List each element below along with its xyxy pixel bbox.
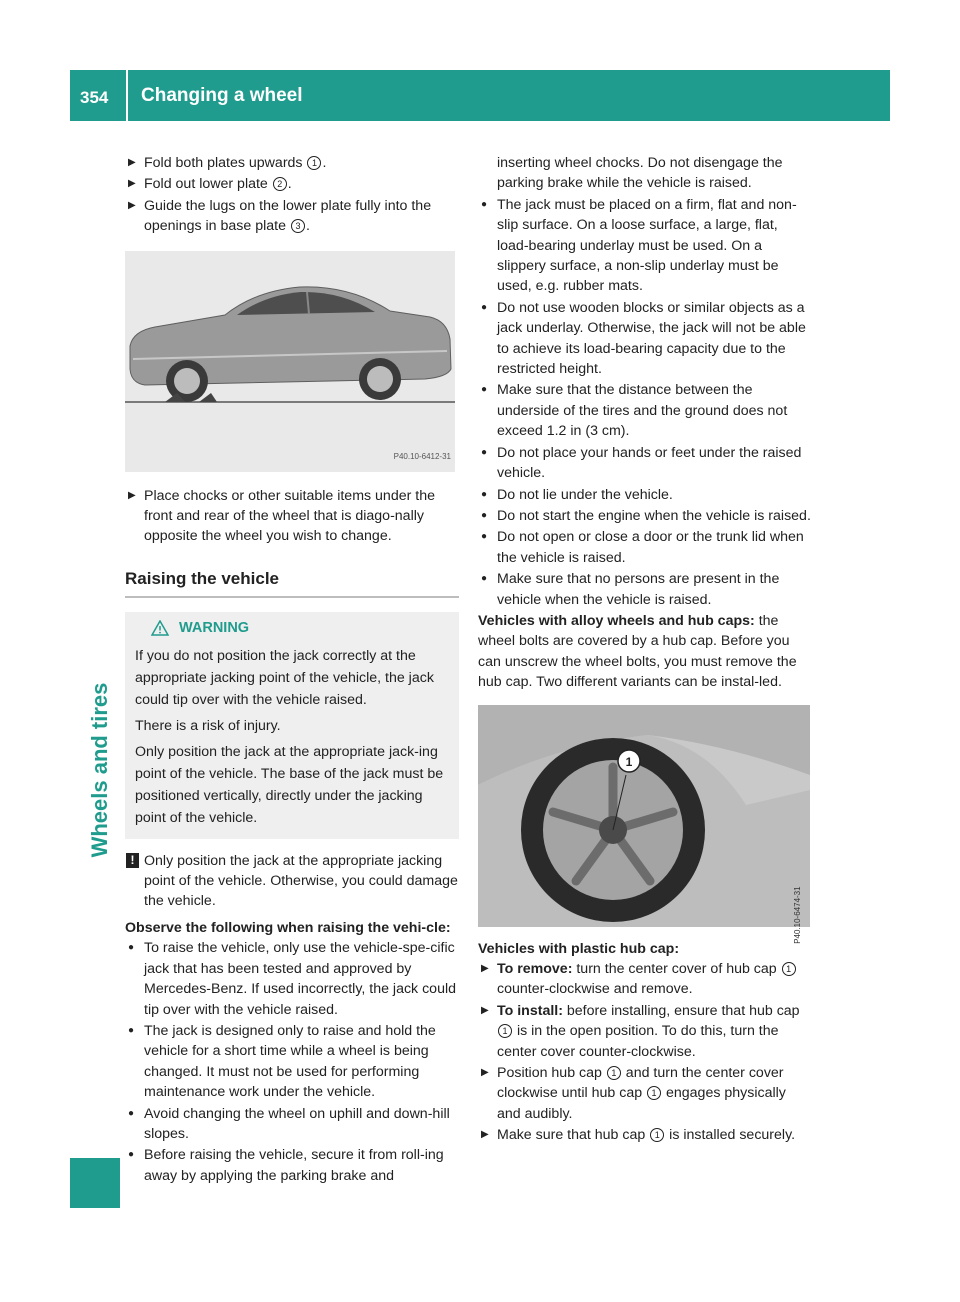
wheel-illustration [478,705,810,927]
continuation-text: inserting wheel chocks. Do not disengage the parking brake while the vehicle is raised. [497,155,783,192]
callout-ref: 1 [307,156,321,170]
warning-title: WARNING [135,618,449,638]
figure-label: P40.10-6412-31 [393,452,451,462]
left-column [125,153,459,1187]
callout-ref: 1 [647,1086,661,1100]
plastic-hub-cap-heading: Vehicles with plastic hub cap: [478,940,680,957]
page-number: 354 [80,88,109,107]
list-item: ● Do not lie under the vehicle. [478,485,812,505]
callout-ref: 2 [273,177,287,191]
observe-heading: Observe the following when raising the vehi-cle: [125,919,451,936]
side-tab-label: Wheels and tires [86,682,112,858]
list-item: ● Before raising the vehicle, secure it from roll-ing away by applying the parking brake and [125,1145,459,1186]
notice-paragraph: ! Only position the jack at the appropriate jacking point of the vehicle. Otherwise, you could damage the vehicle. [125,851,459,912]
alloy-paragraph: Vehicles with alloy wheels and hub caps: the wheel bolts are covered by a hub cap. Before you can unscrew the wheel bolts, you must remove the hub cap. Two different variants can be instal-led. [478,612,797,691]
exclamation-icon: ! [126,853,139,868]
warning-instruction: Only position the jack at the appropriate jack-ing point of the vehicle. The base of the jack must be positioned vertically, directly under the jacking point of the vehicle. [135,743,444,826]
list-item: ● Make sure that the distance between the underside of the tires and the ground does not exceed 1.2 in (3 cm). [478,380,812,441]
callout-ref: 1 [498,1024,512,1038]
callout-ref: 1 [650,1128,664,1142]
header-divider [126,70,128,121]
list-item: ● Do not open or close a door or the trunk lid when the vehicle is raised. [478,527,812,568]
car-chocks-figure [125,251,455,472]
step-fold-lower-plate: ▶ Fold out lower plate 2 . [125,174,459,194]
list-item: ● The jack must be placed on a firm, flat and non-slip surface. On a loose surface, a large, flat, load-bearing underlay must be used. On a slippery surface, a non-slip underlay must be used, e.g. rubber mats. [478,195,812,297]
list-item: ● Avoid changing the wheel on uphill and down-hill slopes. [125,1104,459,1145]
list-item: ● Make sure that no persons are present in the vehicle when the vehicle is raised. [478,569,812,610]
list-item: ● The jack is designed only to raise and hold the vehicle for a short time while a wheel is being changed. It must not be used for performing maintenance work under the vehicle. [125,1021,459,1103]
step-install: ▶ To install: before installing, ensure that hub cap 1 is in the open position. To do this, turn the center cover counter-clockwise. [478,1001,812,1062]
warning-risk: There is a risk of injury. [135,717,281,734]
figure-label: P40.10-6474-31 [792,886,802,944]
side-tab-block [70,1158,120,1208]
callout-marker: 1 [625,754,633,769]
step-verify-installed: ▶ Make sure that hub cap 1 is installed securely. [478,1125,812,1145]
list-item: ● Do not place your hands or feet under the raised vehicle. [478,443,812,484]
hub-cap-figure [478,705,810,944]
step-place-chocks: ▶ Place chocks or other suitable items under the front and rear of the wheel that is diago-nally opposite the wheel you wish to change. [125,486,459,547]
section-heading: Raising the vehicle [125,569,459,598]
page-title: Changing a wheel [141,85,303,106]
warning-box [125,612,459,838]
step-position-hub-cap: ▶ Position hub cap 1 and turn the center cover clockwise until hub cap 1 engages physically and audibly. [478,1063,812,1124]
warning-triangle-icon [151,620,169,636]
alloy-heading: Vehicles with alloy wheels and hub caps: [478,612,755,629]
callout-ref: 1 [607,1066,621,1080]
right-column [478,153,812,1147]
step-fold-plates: ▶ Fold both plates upwards 1 . [125,153,459,173]
warning-text: If you do not position the jack correctly at the appropriate jacking point of the vehicle, the jack could tip over with the vehicle raised. [135,647,434,708]
list-item: ● Do not use wooden blocks or similar objects as a jack underlay. Otherwise, the jack will not be able to achieve its load-bearing capacity due to the restricted height. [478,298,812,380]
sedan-illustration [125,251,455,472]
step-guide-lugs: ▶ Guide the lugs on the lower plate fully into the openings in base plate 3 . [125,196,459,237]
list-item: ● To raise the vehicle, only use the vehicle-spe-cific jack that has been tested and approved by Mercedes-Benz. If used incorrectly, the jack could tip over with the vehicle raised. [125,938,459,1020]
list-item: ● Do not start the engine when the vehicle is raised. [478,506,812,526]
callout-ref: 3 [291,219,305,233]
step-remove: ▶ To remove: turn the center cover of hub cap 1 counter-clockwise and remove. [478,959,812,1000]
callout-ref: 1 [782,962,796,976]
